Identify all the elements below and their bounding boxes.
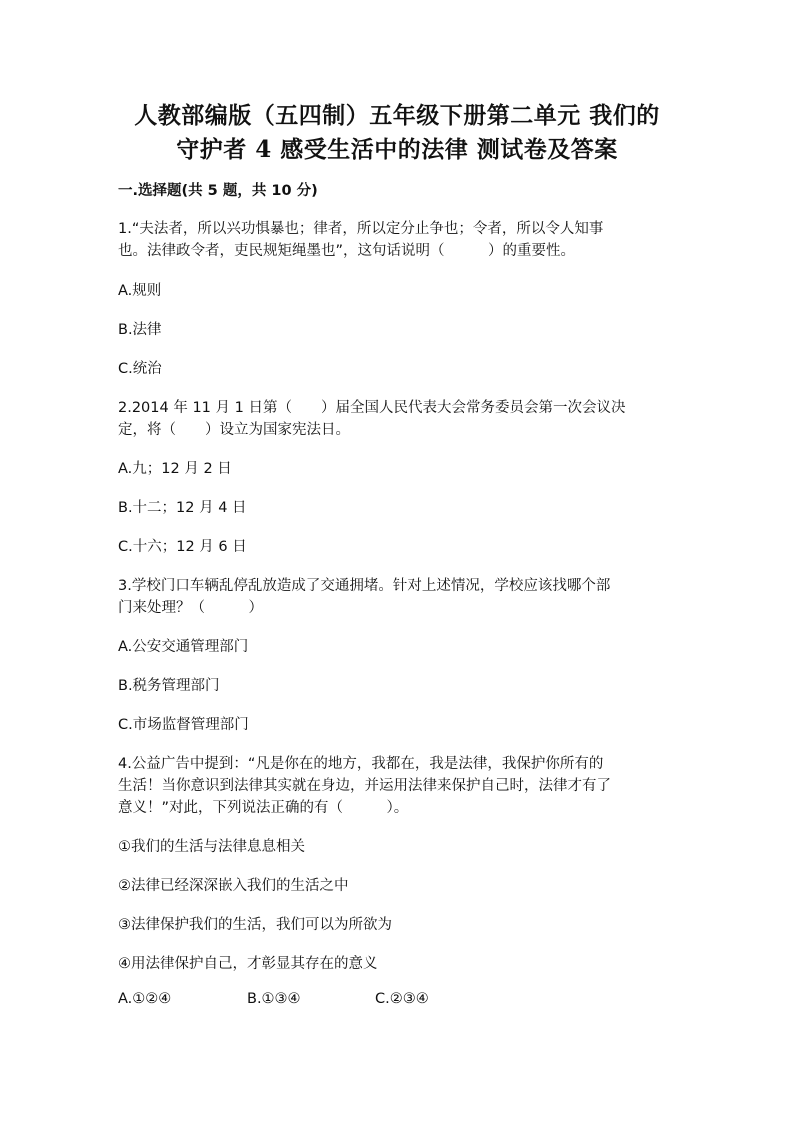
question-4-statement-2: ②法律已经深深嵌入我们的生活之中 bbox=[118, 878, 349, 894]
question-3-option-a: A.公安交通管理部门 bbox=[118, 639, 249, 655]
question-1-option-b: B.法律 bbox=[118, 322, 162, 338]
question-4-option-b: B.①③④ bbox=[247, 991, 301, 1007]
question-2-option-c: C.十六；12 月 6 日 bbox=[118, 539, 247, 555]
question-4-statement-1: ①我们的生活与法律息息相关 bbox=[118, 839, 305, 855]
question-2-option-a: A.九；12 月 2 日 bbox=[118, 461, 232, 477]
question-4-options-row bbox=[118, 991, 429, 1007]
question-4-stem-line-1: 4.公益广告中提到：“凡是你在的地方，我都在，我是法律，我保护你所有的 bbox=[118, 756, 604, 772]
section-header: 一.选择题(共 5 题，共 10 分) bbox=[118, 183, 318, 199]
question-3-option-b: B.税务管理部门 bbox=[118, 678, 220, 694]
question-1-option-c: C.统治 bbox=[118, 361, 162, 377]
question-2-option-b: B.十二；12 月 4 日 bbox=[118, 500, 247, 516]
question-4-stem-line-2: 生活！当你意识到法律其实就在身边，并运用法律来保护自己时，法律才有了 bbox=[118, 778, 611, 794]
question-2-stem-line-2: 定，将（ ）设立为国家宪法日。 bbox=[118, 422, 350, 438]
question-3-stem-line-1: 3.学校门口车辆乱停乱放造成了交通拥堵。针对上述情况，学校应该找哪个部 bbox=[118, 578, 611, 594]
question-4-option-c: C.②③④ bbox=[375, 991, 429, 1007]
question-1-stem-line-2: 也。法律政令者，吏民规矩绳墨也”，这句话说明（ ）的重要性。 bbox=[118, 243, 576, 259]
question-4-option-a: A.①②④ bbox=[118, 991, 172, 1007]
question-3-option-c: C.市场监督管理部门 bbox=[118, 717, 249, 733]
question-3-stem-line-2: 门来处理？（ ） bbox=[118, 600, 263, 616]
question-2-stem-line-1: 2.2014 年 11 月 1 日第（ ）届全国人民代表大会常务委员会第一次会议决 bbox=[118, 400, 626, 416]
question-1-stem-line-1: 1.“夫法者，所以兴功惧暴也；律者，所以定分止争也；令者，所以令人知事 bbox=[118, 221, 604, 237]
question-4-stem-line-3: 意义！”对此，下列说法正确的有（ ）。 bbox=[118, 800, 409, 816]
document-title-line-1: 人教部编版（五四制）五年级下册第二单元 我们的 bbox=[134, 102, 660, 129]
document-title-line-2: 守护者 4 感受生活中的法律 测试卷及答案 bbox=[176, 136, 618, 163]
question-4-statement-4: ④用法律保护自己，才彰显其存在的意义 bbox=[118, 956, 378, 972]
question-4-statement-3: ③法律保护我们的生活，我们可以为所欲为 bbox=[118, 917, 392, 933]
question-1-option-a: A.规则 bbox=[118, 283, 162, 299]
